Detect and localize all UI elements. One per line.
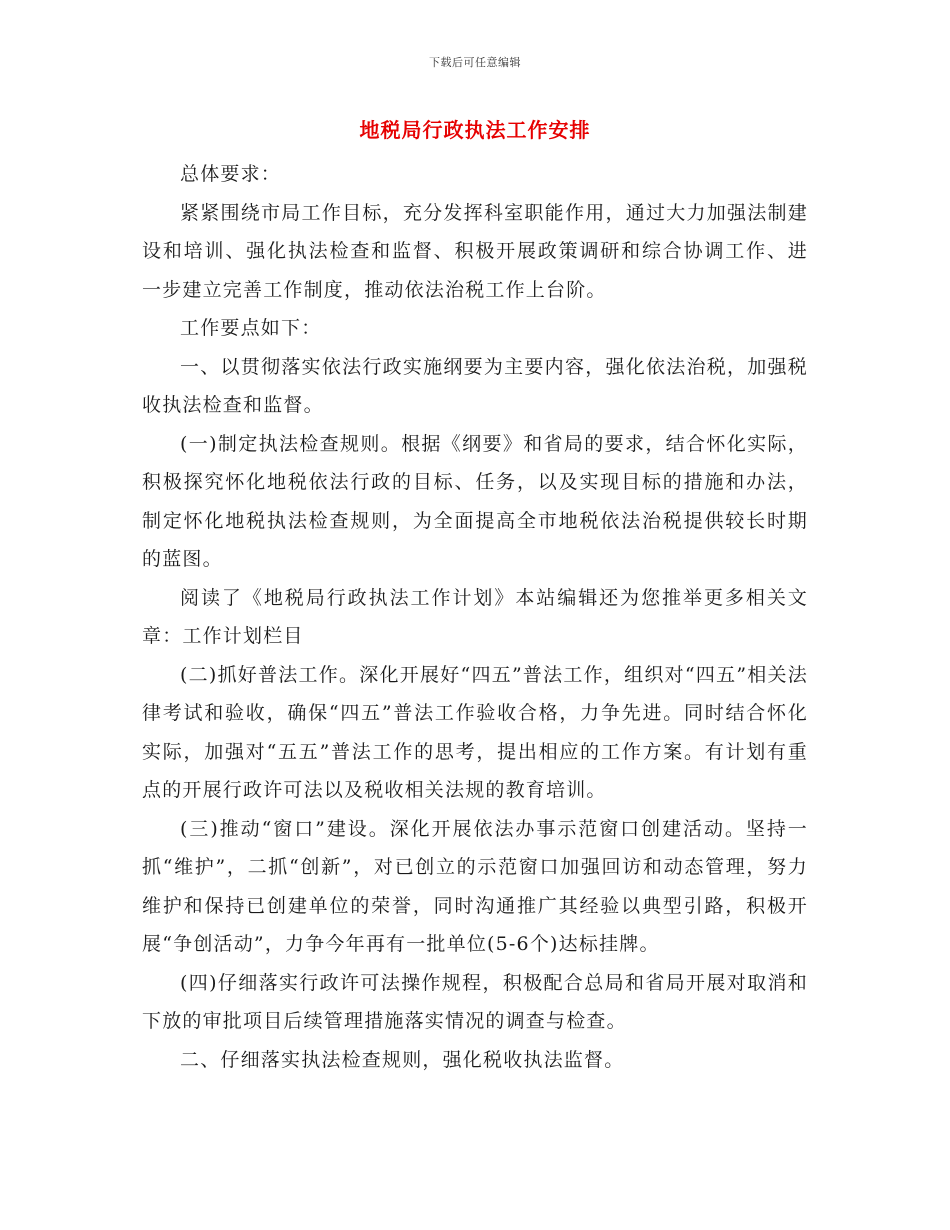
header-note: 下载后可任意编辑 [429,56,521,69]
paragraph-related-articles: 阅读了《地税局行政执法工作计划》本站编辑还为您推举更多相关文章：工作计划栏目 [142,586,808,647]
paragraph-section-two: 二、仔细落实执法检查规则，强化税收执法监督。 [180,1048,625,1071]
paragraph-item-one: (一)制定执法检查规则。根据《纲要》和省局的要求，结合怀化实际，积极探究怀化地税依法行政的目标、任务，以及实现目标的措施和办法，制定怀化地税执法检查规则，为全面提高全市地税依法治税提供较长时期的蓝图。 [142,432,808,570]
paragraph-item-four: (四)仔细落实行政许可法操作规程，积极配合总局和省局开展对取消和下放的审批项目后续管理措施落实情况的调查与检查。 [142,971,808,1032]
document-title: 地税局行政执法工作安排 [359,118,591,142]
document-body [142,155,808,1079]
paragraph-item-three: (三)推动“窗口”建设。深化开展依法办事示范窗口创建活动。坚持一抓“维护”，二抓“创新”，对已创立的示范窗口加强回访和动态管理，努力维护和保持已创建单位的荣誉，同时沟通推广其经验以典型引路，积极开展“争创活动”，力争今年再有一批单位(5-6个)达标挂牌。 [142,817,808,955]
paragraph-general-requirements-heading: 总体要求： [180,163,282,185]
paragraph-general-requirements: 紧紧围绕市局工作目标，充分发挥科室职能作用，通过大力加强法制建设和培训、强化执法检查和监督、积极开展政策调研和综合协调工作、进一步建立完善工作制度，推动依法治税工作上台阶。 [142,201,808,301]
paragraph-item-two: (二)抓好普法工作。深化开展好“四五”普法工作，组织对“四五”相关法律考试和验收，确保“四五”普法工作验收合格，力争先进。同时结合怀化实际，加强对“五五”普法工作的思考，提出相应的工作方案。有计划有重点的开展行政许可法以及税收相关法规的教育培训。 [142,663,808,801]
paragraph-section-one: 一、以贯彻落实依法行政实施纲要为主要内容，强化依法治税，加强税收执法检查和监督。 [142,355,808,416]
paragraph-key-points-heading: 工作要点如下： [180,317,322,339]
